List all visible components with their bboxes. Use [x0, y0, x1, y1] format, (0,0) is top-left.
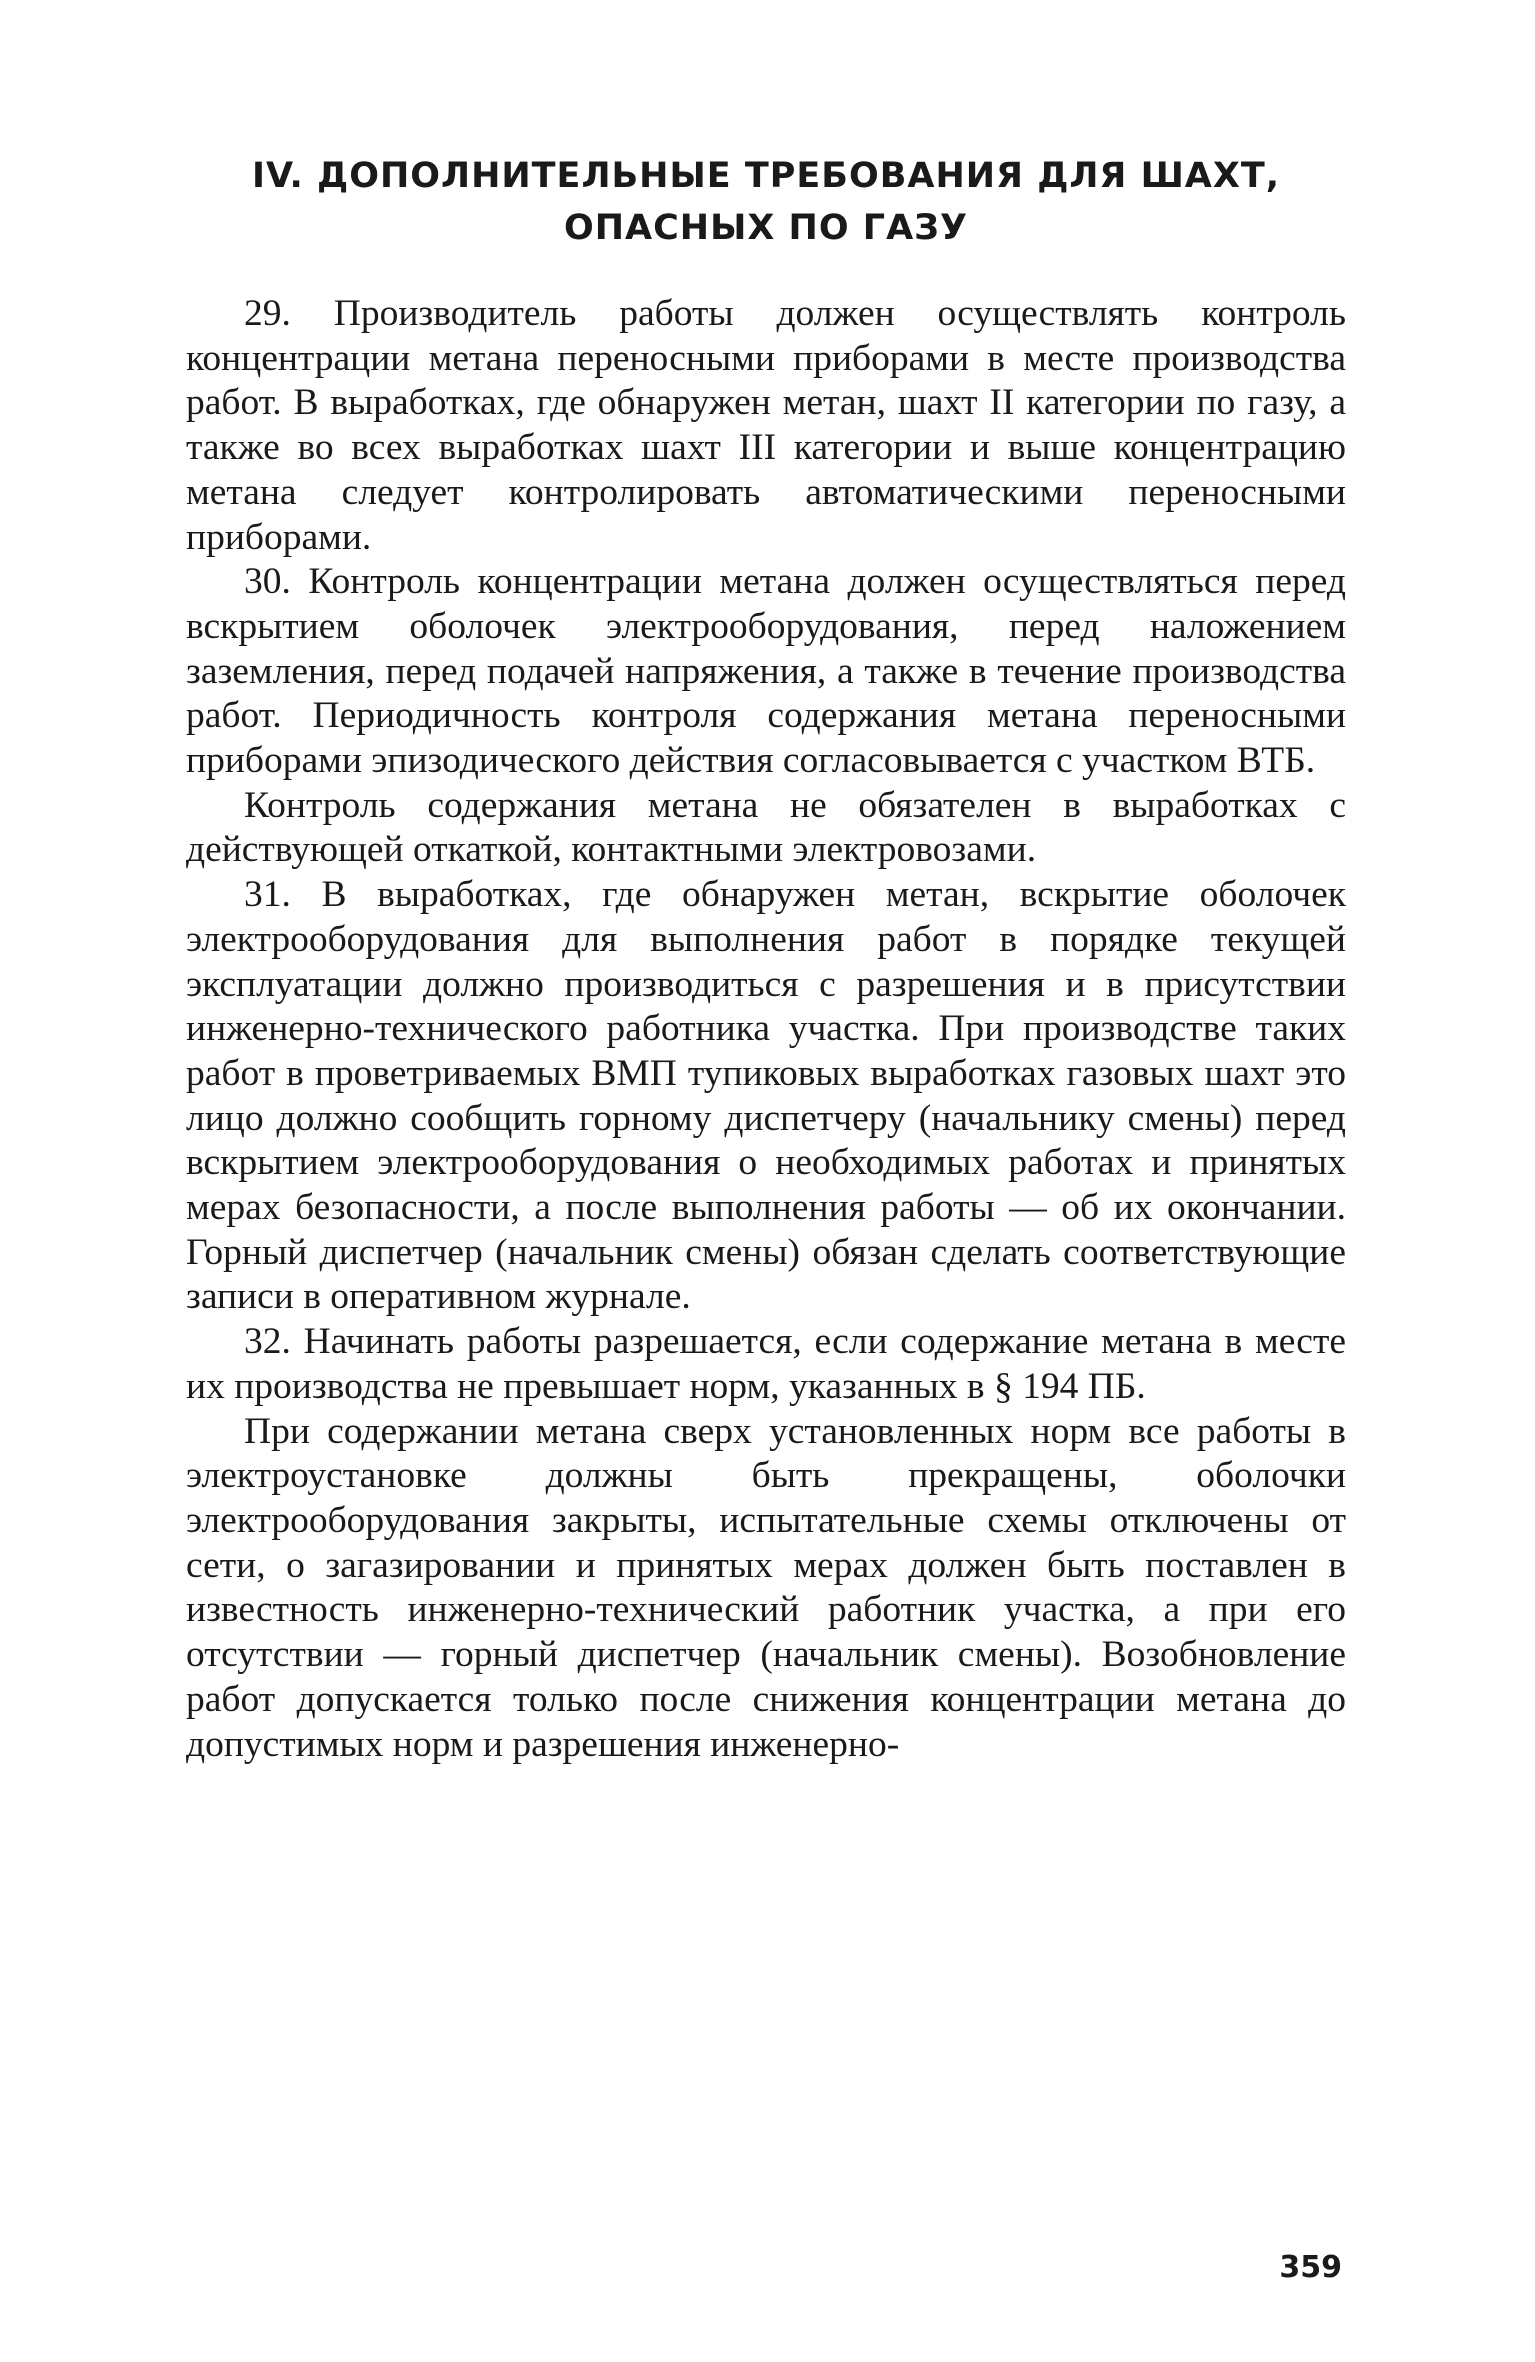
paragraph-32: 32. Начинать работы разрешается, если содержание метана в месте их производства не превышает норм, указанных в § 194 ПБ. — [186, 1321, 1346, 1407]
paragraph-31: 31. В выработках, где обнаружен метан, вскрытие оболочек электрооборудования для выполнения работ в порядке текущей эксплуатации должно производиться с разрешения и в присутствии инженерно-технического работника участка. При производстве таких работ в проветриваемых ВМП тупиковых выработках газовых шахт это лицо должно сообщить горному диспетчеру (начальнику смены) перед вскрытием электрооборудования о необходимых работах и принятых мерах безопасности, а после выполнения работы — об их окончании. Горный диспетчер (начальник смены) обязан сделать соответствующие записи в оперативном журнале. — [186, 874, 1346, 1318]
paragraph-30-note: Контроль содержания метана не обязателен в выработках с действующей откаткой, контактными электровозами. — [186, 784, 1346, 871]
paragraph-30: 30. Контроль концентрации метана должен осуществляться перед вскрытием оболочек электрооборудования, перед наложением заземления, перед подачей напряжения, а также в течение производства работ. Периодичность контроля содержания метана переносными приборами эпизодического действия согласовывается с участком ВТБ. — [186, 561, 1346, 782]
document-page — [186, 150, 1346, 1767]
section-heading — [186, 150, 1346, 254]
paragraph-32-continuation: При содержании метана сверх установленных норм все работы в электроустановке должны быть прекращены, оболочки электрооборудования закрыты, испытательные схемы отключены от сети, о загазировании и принятых мерах должен быть поставлен в известность инженерно-технический работник участка, а при его отсутствии — горный диспетчер (начальник смены). Возобновление работ допускается только после снижения концентрации метана до допустимых норм и разрешения инженерно- — [186, 1410, 1346, 1765]
section-heading-line-1: IV. ДОПОЛНИТЕЛЬНЫЕ ТРЕБОВАНИЯ ДЛЯ ШАХТ, — [251, 156, 1281, 196]
paragraph-29: 29. Производитель работы должен осуществлять контроль концентрации метана переносными приборами в месте производства работ. В выработках, где обнаружен метан, шахт II категории по газу, а также во всех выработках шахт III категории и выше концентрацию метана следует контролировать автоматическими переносными приборами. — [186, 293, 1346, 558]
section-heading-line-2: ОПАСНЫХ ПО ГАЗУ — [563, 208, 969, 248]
page-number: 359 — [1279, 2250, 1342, 2285]
